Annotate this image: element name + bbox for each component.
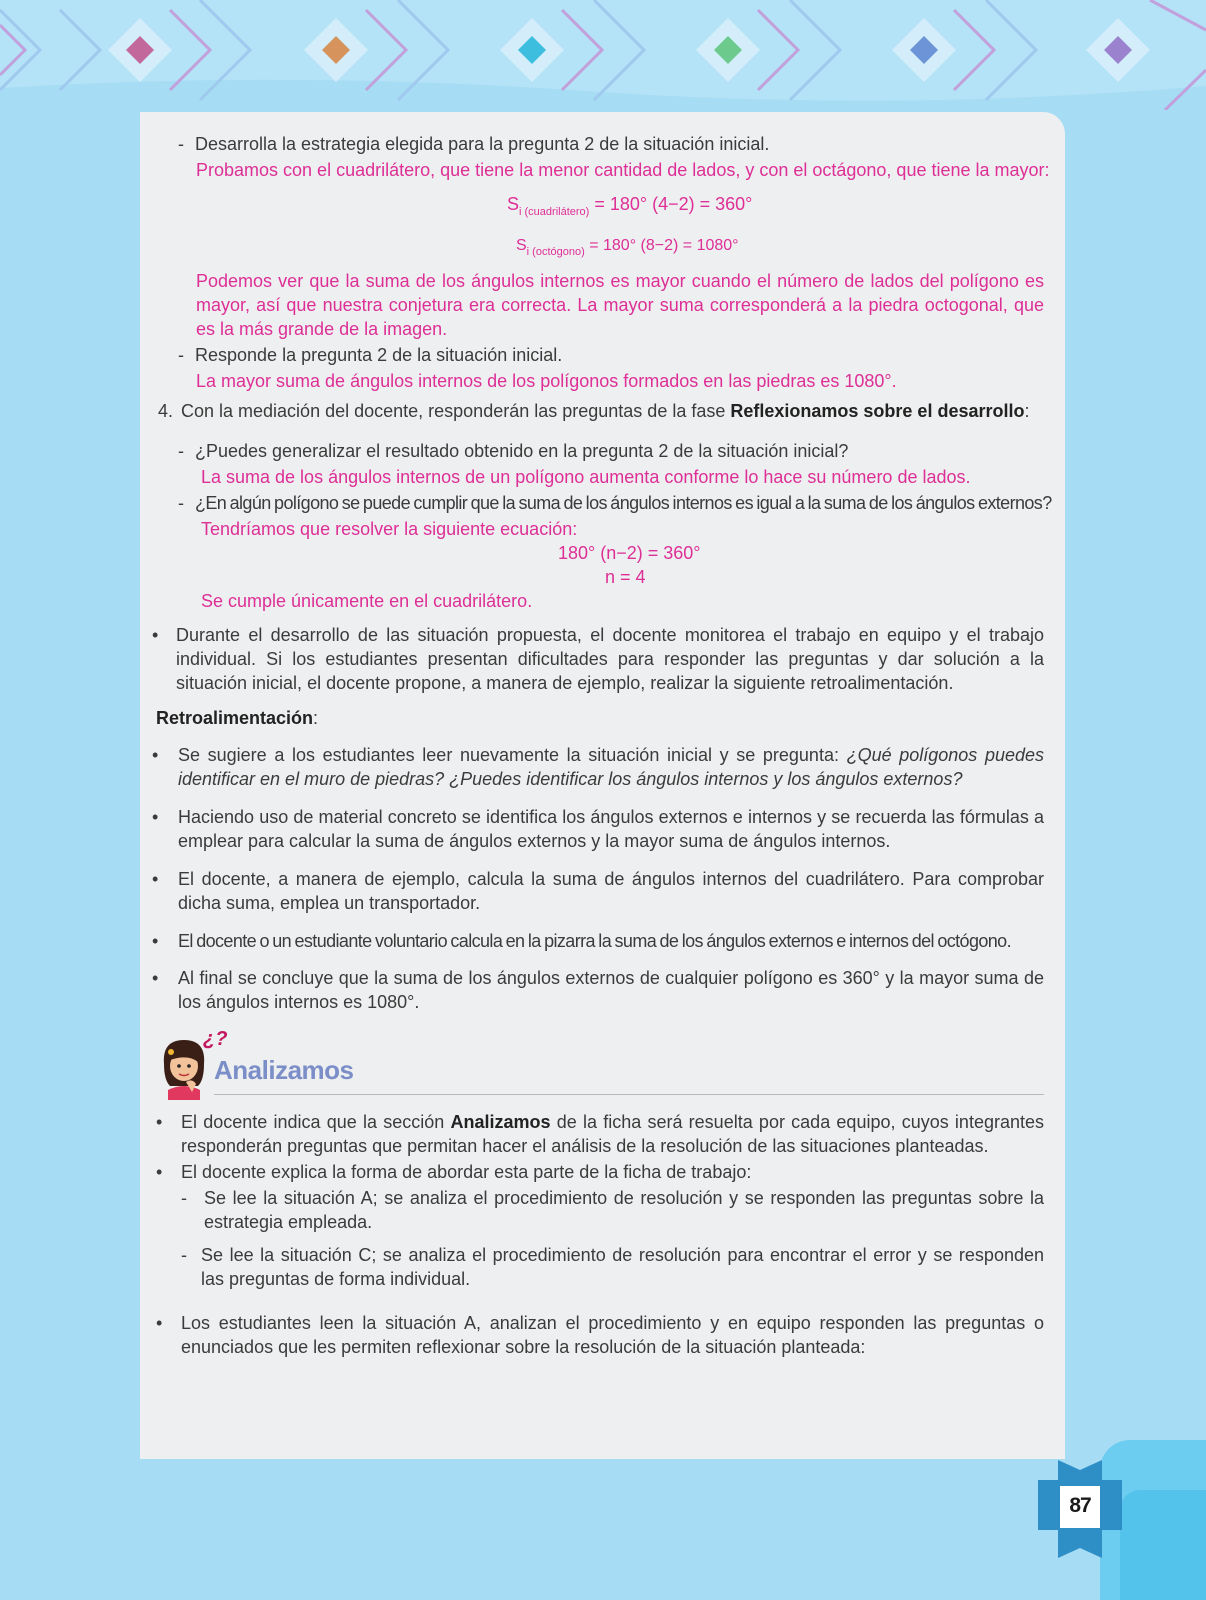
- retro-bullet-1-questions: ¿Qué polígonos puedes identificar en el muro de piedras? ¿Puedes identificar los ángulos internos y los ángulos externos?: [178, 745, 1044, 789]
- develop-question: Desarrolla la estrategia elegida para la pregunta 2 de la situación inicial.: [195, 134, 770, 154]
- reflection-answer-2-end: Se cumple únicamente en el cuadrilátero.: [201, 591, 533, 611]
- decorative-corner-strip-inner: [1120, 1490, 1206, 1600]
- analizamos-step-1: Se lee la situación A; se analiza el procedimiento de resolución y se responden las preguntas sobre la estrategia empleada.: [204, 1188, 1044, 1232]
- analizamos-section-name: Analizamos: [450, 1112, 551, 1132]
- reflection-question-2: ¿En algún polígono se puede cumplir que la suma de los ángulos internos es igual a la suma de los ángulos externos?: [195, 493, 1052, 513]
- respond-question: Responde la pregunta 2 de la situación inicial.: [195, 345, 563, 365]
- retro-title: Retroalimentación: [156, 708, 314, 728]
- item4-text: Con la mediación del docente, responderán las preguntas de la fase: [181, 401, 731, 421]
- retro-bullet-1-text: Se sugiere a los estudiantes leer nuevamente la situación inicial y se pregunta:: [178, 745, 847, 765]
- bullet-marker: •: [152, 807, 159, 827]
- eq-symbol: S: [516, 237, 527, 254]
- dash-marker: -: [181, 1245, 187, 1265]
- bullet-marker: •: [152, 869, 159, 889]
- reflection-question-1: ¿Puedes generalizar el resultado obtenido en la pregunta 2 de la situación inicial?: [195, 441, 849, 461]
- item-number: 4.: [158, 401, 174, 421]
- equation-n: 180° (n−2) = 360°: [558, 543, 701, 563]
- bullet-marker: •: [156, 1112, 163, 1132]
- analizamos-bullet-3: Los estudiantes leen la situación A, analizan el procedimiento y en equipo responden las preguntas o enunciados que les permiten reflexionar sobre la resolución de la situación planteada:: [181, 1313, 1044, 1357]
- conjecture-conclusion: Podemos ver que la suma de los ángulos internos es mayor cuando el número de lados del polígono es mayor, así que nuestra conjetura era correcta. La mayor suma corresponderá a la piedra octogonal, que es la más grande de la imagen.: [196, 271, 1044, 339]
- eq-body: = 180° (8−2) = 1080°: [584, 237, 739, 254]
- bullet-marker: •: [156, 1162, 163, 1182]
- dash-marker: -: [178, 134, 184, 154]
- phase-name: Reflexionamos sobre el desarrollo: [730, 401, 1025, 421]
- reflection-answer-1: La suma de los ángulos internos de un polígono aumenta conforme lo hace su número de lados.: [201, 467, 971, 487]
- bullet-marker: •: [152, 968, 159, 988]
- bullet-marker: •: [152, 931, 159, 951]
- analizamos-divider: [214, 1094, 1044, 1095]
- retro-bullet-3: El docente, a manera de ejemplo, calcula la suma de ángulos internos del cuadrilátero. Para comprobar dicha suma, emplea un transportador.: [178, 869, 1044, 913]
- analizamos-bullet-1-text: El docente indica que la sección: [181, 1112, 451, 1132]
- develop-answer: Probamos con el cuadrilátero, que tiene la menor cantidad de lados, y con el octágono, que tiene la mayor:: [196, 160, 1050, 180]
- eq-subscript: i (cuadrilátero): [519, 206, 590, 218]
- analizamos-title: Analizamos: [214, 1055, 354, 1085]
- dash-marker: -: [181, 1188, 187, 1208]
- retro-colon: :: [313, 708, 319, 728]
- equation-quadrilateral: [507, 193, 752, 223]
- reflection-answer-2: Tendríamos que resolver la siguiente ecuación:: [201, 519, 578, 539]
- retro-heading: [156, 706, 318, 730]
- bullet-marker: •: [156, 1313, 163, 1333]
- analizamos-step-2: Se lee la situación C; se analiza el procedimiento de resolución para encontrar el error y se responden las preguntas de forma individual.: [201, 1245, 1044, 1289]
- eq-subscript: i (octógono): [526, 246, 585, 258]
- analizamos-bullet-1: [181, 1110, 1044, 1158]
- equation-octagon: [516, 235, 739, 263]
- bullet-marker: •: [152, 625, 159, 645]
- eq-symbol: S: [507, 194, 520, 214]
- retro-bullet-5: Al final se concluye que la suma de los ángulos externos de cualquier polígono es 360° y la mayor suma de los ángulos internos es 1080°.: [178, 968, 1044, 1012]
- item4-instruction: [181, 399, 1030, 423]
- analizamos-bullet-1-rest: de la ficha será resuelta por cada equipo, cuyos integrantes responderán preguntas que permitan hacer el análisis de la resolución de las situaciones planteadas.: [181, 1112, 1044, 1156]
- dash-marker: -: [178, 345, 184, 365]
- bullet-marker: •: [152, 745, 159, 765]
- equation-n-result: n = 4: [605, 567, 646, 587]
- dash-marker: -: [178, 441, 184, 461]
- decorative-header-banner: [0, 0, 1206, 110]
- analizamos-bullet-2: El docente explica la forma de abordar esta parte de la ficha de trabajo:: [181, 1162, 752, 1182]
- eq-body: = 180° (4−2) = 360°: [589, 194, 753, 214]
- page-number: 87: [1069, 1494, 1091, 1517]
- respond-answer: La mayor suma de ángulos internos de los polígonos formados en las piedras es 1080°.: [196, 371, 897, 391]
- item4-colon: :: [1024, 401, 1030, 421]
- retro-bullet-2: Haciendo uso de material concreto se identifica los ángulos externos e internos y se recuerda las fórmulas a emplear para calcular la suma de ángulos externos y la mayor suma de ángulos internos.: [178, 807, 1044, 851]
- question-marks: ¿?: [203, 1028, 228, 1050]
- retro-bullet-4: El docente o un estudiante voluntario calcula en la pizarra la suma de los ángulos externos e internos del octógono.: [178, 931, 1011, 951]
- retro-bullet-1: [178, 743, 1044, 791]
- dash-marker: -: [178, 493, 184, 513]
- monitor-paragraph: Durante el desarrollo de las situación propuesta, el docente monitorea el trabajo en equipo y el trabajo individual. Si los estudiantes presentan dificultades para responder las preguntas y dar solución a la situación inicial, el docente propone, a manera de ejemplo, realizar la siguiente retroalimentación.: [176, 625, 1044, 693]
